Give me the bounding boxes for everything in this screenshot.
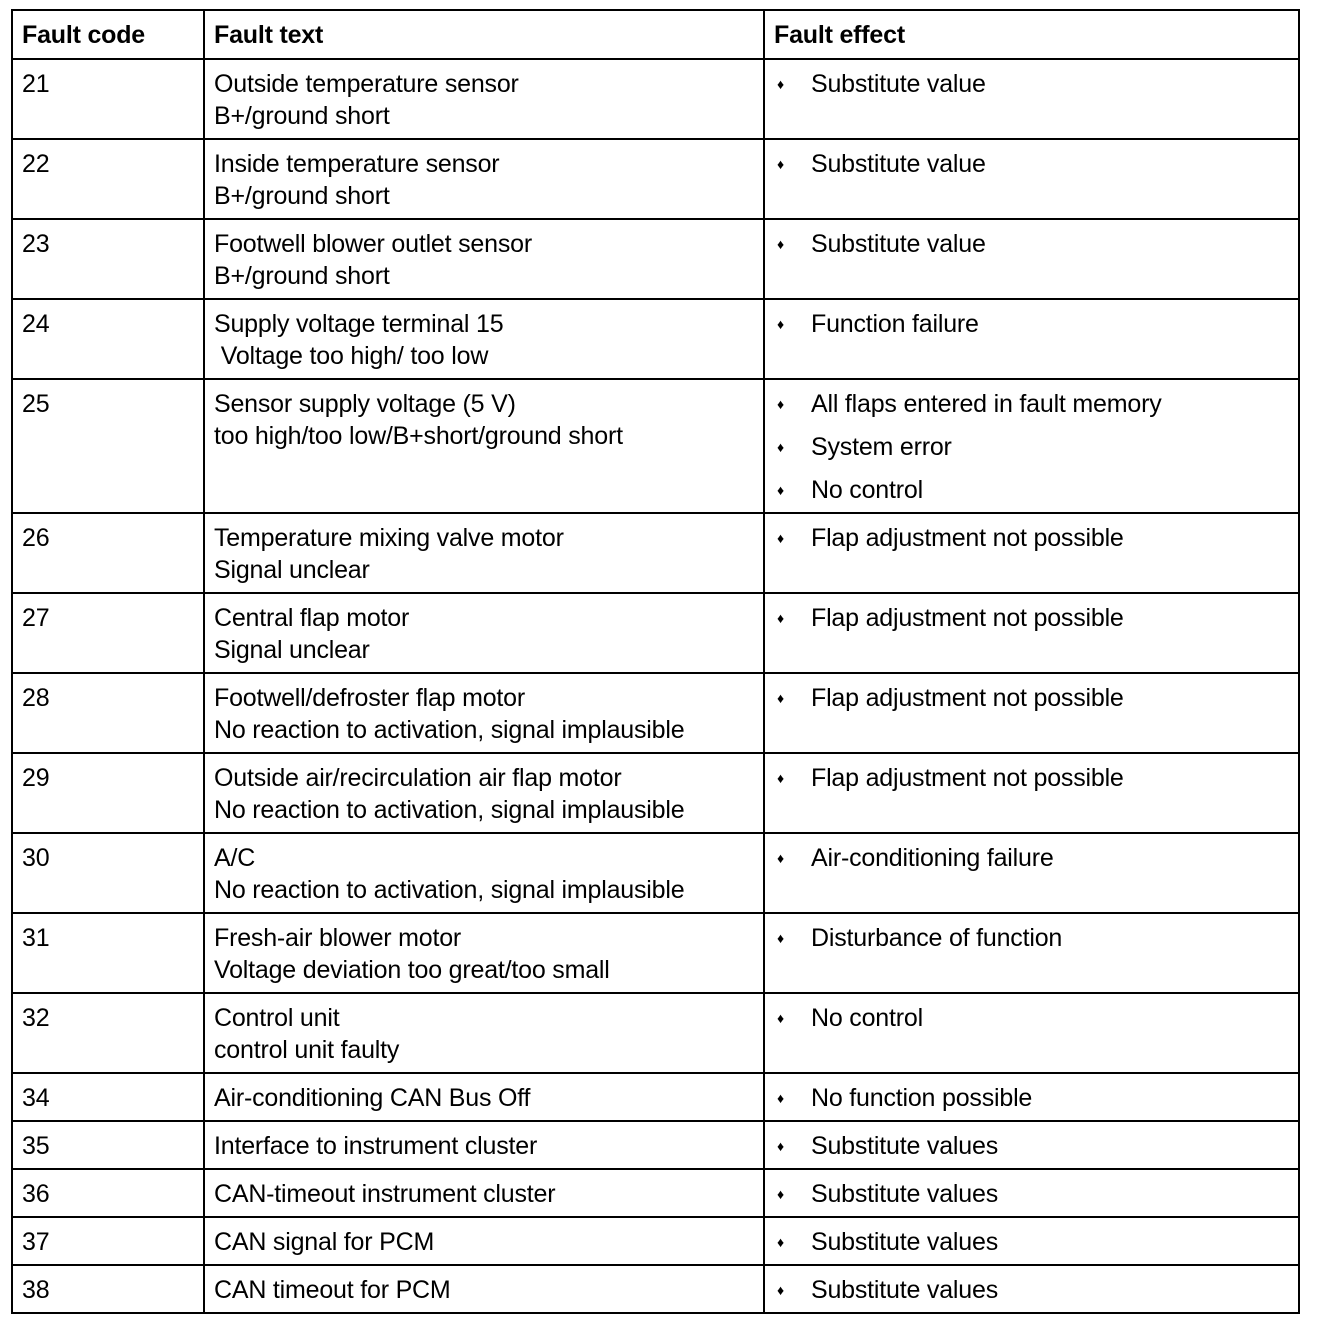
fault-effect-cell: [764, 753, 1299, 833]
fault-text-line: Fresh-air blower motor: [214, 924, 462, 952]
table-row: [12, 299, 1299, 379]
fault-effect-item: [774, 308, 1289, 340]
fault-text-line: Central flap motor: [214, 604, 410, 632]
fault-code-cell: 21: [12, 59, 204, 139]
fault-effect-cell: [764, 1169, 1299, 1217]
fault-text-line: CAN-timeout instrument cluster: [214, 1180, 556, 1208]
table-row: [12, 913, 1299, 993]
fault-effect-item: [774, 68, 1289, 100]
diamond-bullet-icon: ♦: [777, 156, 784, 172]
diamond-bullet-icon: ♦: [777, 482, 784, 498]
fault-text-cell: [204, 59, 764, 139]
fault-text-cell: [204, 1265, 764, 1313]
fault-effect-item: [774, 228, 1289, 260]
fault-effect-item: [774, 474, 1289, 506]
fault-code-cell: 36: [12, 1169, 204, 1217]
fault-effect-item: [774, 602, 1289, 634]
diamond-bullet-icon: ♦: [777, 1282, 784, 1298]
fault-text-line: Sensor supply voltage (5 V): [214, 390, 516, 418]
fault-effect-text: Flap adjustment not possible: [811, 764, 1124, 792]
fault-text-cell: [204, 1217, 764, 1265]
fault-text-line: too high/too low/B+short/ground short: [214, 422, 623, 450]
table-row: [12, 1169, 1299, 1217]
fault-effect-text: All flaps entered in fault memory: [811, 390, 1162, 418]
diamond-bullet-icon: ♦: [777, 530, 784, 546]
fault-code-cell: 24: [12, 299, 204, 379]
fault-text-line: A/C: [214, 844, 256, 872]
fault-effect-item: [774, 922, 1289, 954]
diamond-bullet-icon: ♦: [777, 930, 784, 946]
fault-text-line: CAN signal for PCM: [214, 1228, 435, 1256]
fault-effect-cell: [764, 139, 1299, 219]
fault-text-line: Inside temperature sensor: [214, 150, 500, 178]
fault-text-cell: [204, 753, 764, 833]
diamond-bullet-icon: ♦: [777, 1138, 784, 1154]
fault-code-cell: 26: [12, 513, 204, 593]
fault-text-cell: [204, 993, 764, 1073]
fault-effect-cell: [764, 379, 1299, 513]
table-row: [12, 993, 1299, 1073]
diamond-bullet-icon: ♦: [777, 1010, 784, 1026]
fault-effect-item: [774, 1226, 1289, 1258]
fault-text-cell: [204, 593, 764, 673]
fault-text-cell: [204, 299, 764, 379]
fault-text-line: B+/ground short: [214, 262, 390, 290]
fault-effect-cell: [764, 833, 1299, 913]
fault-effect-text: Substitute values: [811, 1276, 998, 1304]
fault-text-line: control unit faulty: [214, 1036, 400, 1064]
fault-code-cell: 31: [12, 913, 204, 993]
fault-effect-cell: [764, 513, 1299, 593]
fault-effect-text: No control: [811, 476, 923, 504]
fault-effect-item: [774, 842, 1289, 874]
fault-effect-text: Substitute value: [811, 150, 986, 178]
fault-text-line: CAN timeout for PCM: [214, 1276, 451, 1304]
table-row: [12, 1265, 1299, 1313]
fault-text-line: B+/ground short: [214, 182, 390, 210]
fault-text-cell: [204, 1121, 764, 1169]
fault-effect-text: Flap adjustment not possible: [811, 684, 1124, 712]
fault-effect-text: Disturbance of function: [811, 924, 1063, 952]
fault-code-cell: 34: [12, 1073, 204, 1121]
diamond-bullet-icon: ♦: [777, 770, 784, 786]
diamond-bullet-icon: ♦: [777, 1234, 784, 1250]
fault-effect-item: [774, 1082, 1289, 1114]
fault-text-line: No reaction to activation, signal implausible: [214, 716, 685, 744]
fault-text-line: Voltage deviation too great/too small: [214, 956, 610, 984]
fault-code-cell: 38: [12, 1265, 204, 1313]
fault-code-cell: 23: [12, 219, 204, 299]
fault-effect-item: [774, 1178, 1289, 1210]
fault-effect-item: [774, 1002, 1289, 1034]
fault-code-cell: 27: [12, 593, 204, 673]
fault-code-cell: 28: [12, 673, 204, 753]
fault-effect-item: [774, 388, 1289, 420]
fault-effect-text: Flap adjustment not possible: [811, 604, 1124, 632]
fault-effect-text: Function failure: [811, 310, 979, 338]
header-fault-text: Fault text: [204, 10, 764, 59]
fault-text-line: Temperature mixing valve motor: [214, 524, 564, 552]
diamond-bullet-icon: ♦: [777, 236, 784, 252]
fault-effect-cell: [764, 299, 1299, 379]
fault-text-cell: [204, 1169, 764, 1217]
fault-code-cell: 25: [12, 379, 204, 513]
fault-code-cell: 35: [12, 1121, 204, 1169]
diamond-bullet-icon: ♦: [777, 439, 784, 455]
fault-effect-text: Substitute values: [811, 1132, 998, 1160]
fault-effect-cell: [764, 913, 1299, 993]
fault-text-line: Air-conditioning CAN Bus Off: [214, 1084, 531, 1112]
table-row: [12, 1121, 1299, 1169]
table-body: [12, 59, 1299, 1313]
table-row: [12, 1217, 1299, 1265]
table-row: [12, 1073, 1299, 1121]
fault-text-line: Outside air/recirculation air flap motor: [214, 764, 622, 792]
table-row: [12, 139, 1299, 219]
fault-effect-item: [774, 762, 1289, 794]
fault-text-cell: [204, 219, 764, 299]
fault-text-line: Supply voltage terminal 15: [214, 310, 504, 338]
fault-effect-cell: [764, 673, 1299, 753]
diamond-bullet-icon: ♦: [777, 610, 784, 626]
diamond-bullet-icon: ♦: [777, 1186, 784, 1202]
fault-code-cell: 32: [12, 993, 204, 1073]
fault-effect-text: Substitute value: [811, 70, 986, 98]
fault-effect-cell: [764, 1217, 1299, 1265]
fault-text-line: Signal unclear: [214, 636, 370, 664]
fault-text-cell: [204, 379, 764, 513]
fault-effect-text: No control: [811, 1004, 923, 1032]
diamond-bullet-icon: ♦: [777, 1090, 784, 1106]
fault-code-cell: 22: [12, 139, 204, 219]
fault-effect-text: Substitute values: [811, 1180, 998, 1208]
fault-effect-text: Flap adjustment not possible: [811, 524, 1124, 552]
header-fault-effect: Fault effect: [764, 10, 1299, 59]
fault-code-cell: 29: [12, 753, 204, 833]
fault-text-cell: [204, 139, 764, 219]
fault-effect-item: [774, 431, 1289, 463]
fault-effect-item: [774, 682, 1289, 714]
fault-text-cell: [204, 673, 764, 753]
fault-effect-cell: [764, 59, 1299, 139]
fault-effect-cell: [764, 593, 1299, 673]
fault-text-line: Footwell blower outlet sensor: [214, 230, 532, 258]
fault-text-cell: [204, 513, 764, 593]
fault-effect-cell: [764, 1073, 1299, 1121]
fault-text-cell: [204, 833, 764, 913]
table-row: [12, 219, 1299, 299]
fault-text-line: Footwell/defroster flap motor: [214, 684, 525, 712]
fault-code-table: [11, 9, 1300, 1314]
fault-effect-text: Substitute value: [811, 230, 986, 258]
header-fault-code: Fault code: [12, 10, 204, 59]
fault-text-cell: [204, 1073, 764, 1121]
table-row: [12, 379, 1299, 513]
table-row: [12, 593, 1299, 673]
fault-effect-item: [774, 148, 1289, 180]
fault-effect-cell: [764, 993, 1299, 1073]
fault-text-line: No reaction to activation, signal implausible: [214, 876, 685, 904]
table-row: [12, 59, 1299, 139]
fault-effect-item: [774, 522, 1289, 554]
fault-text-line: Control unit: [214, 1004, 340, 1032]
table-row: [12, 673, 1299, 753]
fault-code-cell: 30: [12, 833, 204, 913]
fault-effect-cell: [764, 219, 1299, 299]
table-header-row: [12, 10, 1299, 59]
fault-effect-item: [774, 1274, 1289, 1306]
fault-effect-item: [774, 1130, 1289, 1162]
table-row: [12, 753, 1299, 833]
fault-text-line: Voltage too high/ too low: [214, 342, 489, 370]
fault-text-line: B+/ground short: [214, 102, 390, 130]
table-row: [12, 833, 1299, 913]
table-row: [12, 513, 1299, 593]
fault-text-line: Signal unclear: [214, 556, 370, 584]
diamond-bullet-icon: ♦: [777, 316, 784, 332]
fault-code-cell: 37: [12, 1217, 204, 1265]
fault-text-line: Outside temperature sensor: [214, 70, 519, 98]
fault-effect-text: Substitute values: [811, 1228, 998, 1256]
diamond-bullet-icon: ♦: [777, 690, 784, 706]
diamond-bullet-icon: ♦: [777, 850, 784, 866]
fault-text-line: No reaction to activation, signal implausible: [214, 796, 685, 824]
fault-effect-cell: [764, 1121, 1299, 1169]
fault-effect-text: No function possible: [811, 1084, 1033, 1112]
fault-effect-text: System error: [811, 433, 952, 461]
fault-effect-text: Air-conditioning failure: [811, 844, 1054, 872]
fault-text-cell: [204, 913, 764, 993]
fault-text-line: Interface to instrument cluster: [214, 1132, 538, 1160]
diamond-bullet-icon: ♦: [777, 396, 784, 412]
diamond-bullet-icon: ♦: [777, 76, 784, 92]
fault-effect-cell: [764, 1265, 1299, 1313]
